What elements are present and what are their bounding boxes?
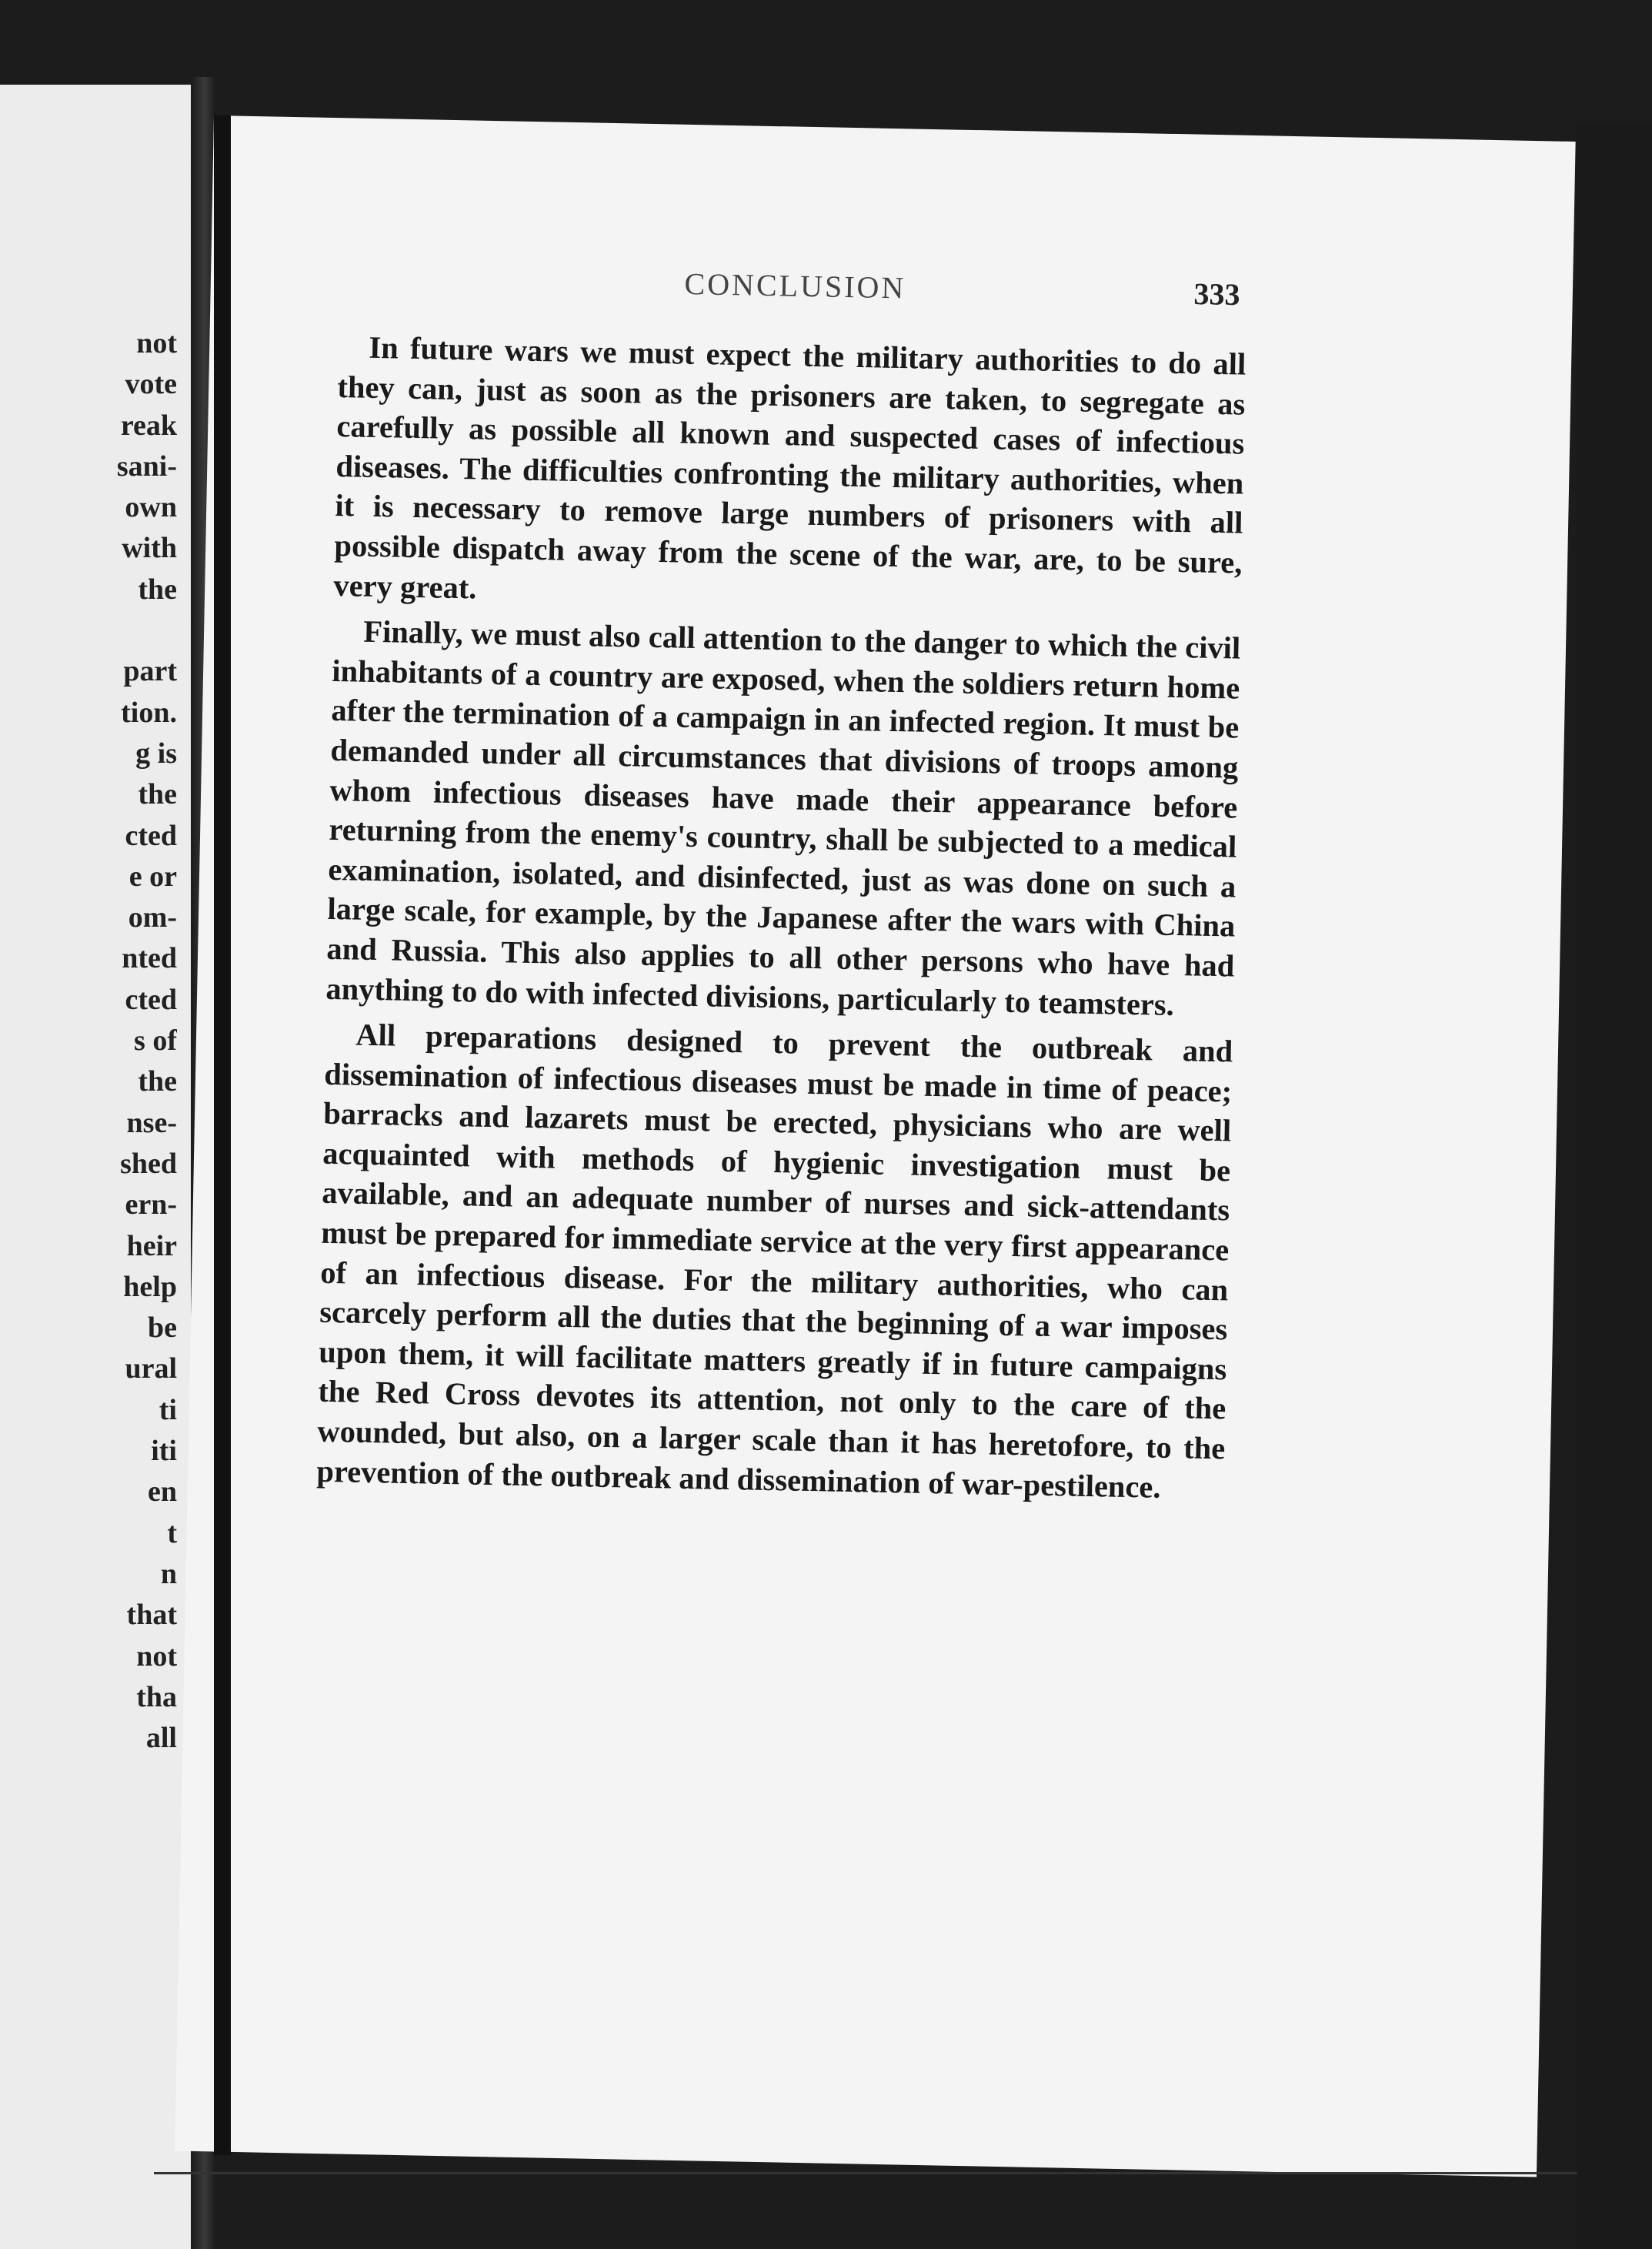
left-page-line: the <box>138 573 177 606</box>
left-page-line: not <box>136 1639 177 1673</box>
running-title: CONCLUSION <box>684 266 906 306</box>
page-body <box>316 327 1247 1515</box>
left-page-text-fragments <box>0 323 177 1759</box>
scan-right-edge <box>1576 123 1652 2249</box>
left-page-line <box>0 610 177 651</box>
left-page-line: nted <box>122 942 177 975</box>
left-page-line: all <box>145 1722 177 1755</box>
left-page-line: sani- <box>116 449 177 483</box>
left-page-line: g is <box>135 737 177 770</box>
page-edge-shadow <box>214 115 231 2155</box>
left-page-line: tha <box>136 1680 177 1713</box>
left-page-line: cted <box>125 819 177 852</box>
left-page-line: shed <box>120 1147 177 1180</box>
left-page-line: e or <box>128 860 177 893</box>
left-page-line: ti <box>159 1393 177 1426</box>
left-page-line: en <box>148 1475 177 1509</box>
left-page-line: the <box>138 778 177 811</box>
left-page-line: tion. <box>121 696 177 729</box>
left-page-line: ern- <box>125 1188 177 1221</box>
left-page-line: om- <box>128 901 177 934</box>
left-page-line: n <box>160 1557 177 1590</box>
paragraph: Finally, we must also call attention to the danger to which the civil inhabitants of a country are exposed, when the soldiers return home after the termination of a campaign in an infected region. It must be demanded under all circumstances that divisions of troops among whom infectious diseases have made their appearance before returning from the enemy's country, shall be subjected to a medical examination, isolated, and disinfected, just as was done on such a large scale, for example, by the Japanese after the wars with China and Russia. This also applies to all other persons who have had anything to do with infected divisions, particularly to teamsters. <box>325 613 1241 1022</box>
left-page-line: part <box>123 655 177 688</box>
left-page-line: heir <box>126 1229 177 1262</box>
left-page-line: s of <box>134 1024 177 1058</box>
left-page-line: reak <box>120 409 177 442</box>
left-page-line: own <box>125 491 177 524</box>
left-page-line: t <box>167 1516 177 1549</box>
left-page-line: nse- <box>126 1106 177 1139</box>
left-page-line: the <box>138 1065 177 1098</box>
page-number: 333 <box>1193 276 1240 312</box>
left-page-line: cted <box>125 983 177 1016</box>
left-page-line: help <box>123 1270 177 1303</box>
left-page-line: that <box>126 1599 177 1632</box>
left-page-line: iti <box>151 1435 177 1468</box>
page-bottom-rule <box>154 2172 1577 2174</box>
left-page-line: not <box>136 327 177 359</box>
left-page-line: with <box>122 532 177 565</box>
left-page-line: vote <box>125 368 177 401</box>
paragraph: All preparations designed to prevent the outbreak and dissemination of infectious diseases must be made in time of peace; barracks and lazarets must be erected, physicians who are well acquainted with methods of hygienic investigation must be available, and an adequate number of nurses and sick-attendants must be prepared for immediate service at the very first appearance of an infectious disease. For the military authorities, who can scarcely perform all the duties that the beginning of a war imposes upon them, it will facilitate matters greatly if in future campaigns the Red Cross devotes its attention, not only to the care of the wounded, but also, on a larger scale than it has heretofore, to the prevention of the outbreak and dissemination of war-pestilence. <box>316 1017 1233 1505</box>
left-page-line: be <box>148 1312 177 1345</box>
left-page-line: ural <box>125 1352 177 1385</box>
paragraph: In future wars we must expect the military authorities to do all they can, just as soon as the prisoners are taken, to segregate as carefully as possible all known and suspected cases of infectious diseases. The difficulties confronting the military authorities, when it is necessary to remove large numbers of prisoners with all possible dispatch away from the scene of the war, are, to be sure, very great. <box>333 329 1247 606</box>
